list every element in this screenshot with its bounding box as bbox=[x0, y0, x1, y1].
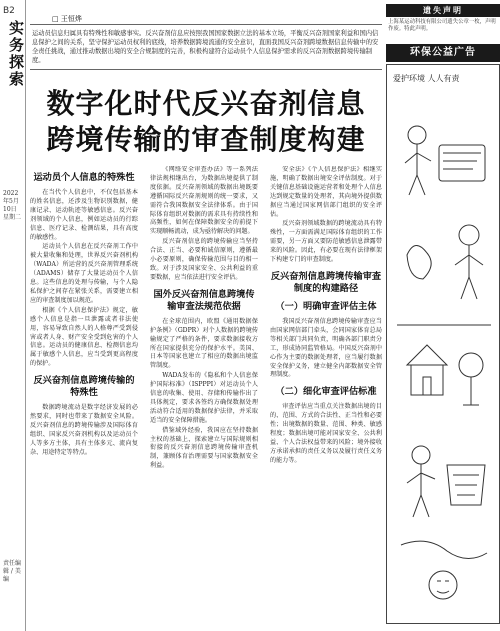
page-number: B2 bbox=[3, 6, 15, 16]
paragraph: 运动员个人信息在反兴奋剂工作中被大量收集和处理，世界反兴奋剂机构（WADA）所运营的反兴奋剂管理系统（ADAMS）储存了大量运动员个人信息。这些信息的处理与传输，与个人隐私保护之间存在紧张关系，需要建立相应的审查制度加以规范。 bbox=[30, 243, 138, 304]
paragraph: 反兴奋剂领域数据的跨境流动具有特殊性，一方面需满足国际体育组织的工作需要，另一方面又要防范敏感信息泄露带来的风险。因此，有必要在现有法律框架下构建专门的审查制度。 bbox=[270, 220, 382, 264]
article-body bbox=[30, 166, 382, 626]
notice-title: 遗失声明 bbox=[386, 4, 500, 17]
body-column-3 bbox=[270, 166, 382, 626]
section-heading: 反兴奋剂信息跨境传输审查制度的构建路径 bbox=[270, 270, 382, 294]
editor-credit: 责任编辑 / 美编 bbox=[3, 560, 22, 583]
paragraph: 借鉴域外经验，我国应在坚持数据主权的基础上，探索建立与国际规则相衔接的反兴奋剂信息跨境传输审查机制，兼顾体育治理需要与国家数据安全利益。 bbox=[150, 426, 258, 470]
section-heading: 反兴奋剂信息跨境传输的特殊性 bbox=[33, 375, 135, 399]
subsection-heading: （一）明确审查评估主体 bbox=[275, 300, 377, 312]
article-headline bbox=[30, 86, 382, 158]
notice-text: 上海某运动科技有限公司遗失公章一枚，声明作废。特此声明。 bbox=[388, 19, 496, 32]
article bbox=[30, 0, 382, 631]
cartoon-caption: 爱护环境 人人有责 bbox=[393, 74, 460, 83]
article-author: □ 王恒烨 bbox=[52, 15, 82, 23]
column-name: 实务探索 bbox=[7, 20, 25, 88]
issue-date: 2022年5月10日 星期二 bbox=[3, 190, 22, 221]
paragraph: 数据跨境流动是数字经济发展的必然要求，同时也带来了数据安全风险。反兴奋剂信息的跨境传输涉及国际体育组织、国家反兴奋剂机构以及运动员个人等多方主体，具有主体多元、流向复杂、用途特定等特点。 bbox=[30, 404, 138, 456]
headline-line-1: 数字化时代反兴奋剂信息 bbox=[46, 87, 366, 120]
paragraph: 在当代个人信息中，不仅包括基本的姓名信息，还涉及生物识别数据，健康记录、运动轨迹等敏感信息。反兴奋剂领域的个人信息，例如运动员的行踪信息、医疗记录、检测结果，具有高度的敏感性。 bbox=[30, 189, 138, 241]
paragraph: 审查评估应当重点关注数据出境的目的、范围、方式的合法性、正当性和必要性；出境数据的数量、范围、种类、敏感程度；数据出境可能对国家安全、公共利益、个人合法权益带来的风险；境外接收方承诺承担的责任义务以及履行责任义务的能力等。 bbox=[270, 403, 382, 464]
subsection-heading: （二）细化审查评估标准 bbox=[275, 386, 377, 398]
article-abstract: 运动员信息归属具有特殊性和敏感事实。反兴奋剂信息应按照我国国家数据立法的基本立场，平衡反兴奋剂国家利益和国内信息保护之间的关系，坚守保护运动员权利的底线，培养数据跨境流通的安全意识，直面我国反兴奋剂跨境数据信息传输中的安全责任挑战，通过推动数据出境的安全合规制度的完善，积极构建符合运动员个人信息保护需求的反兴奋剂数据跨境传输制度。 bbox=[30, 24, 382, 70]
body-column-1 bbox=[30, 166, 138, 626]
headline-line-2: 跨境传输的审查制度构建 bbox=[46, 123, 366, 156]
paragraph: 安全法》《个人信息保护法》相继实施，明确了数据出境安全评估制度。对于关键信息基础设施运营者和处理个人信息达到规定数量的处理者，其向境外提供数据应当通过国家网信部门组织的安全评估。 bbox=[270, 166, 382, 218]
paragraph: 《网络安全审查办法》等一系列法律法规相继出台，为数据出境提供了制度依据。反兴奋剂领域的数据出境既要遵循国际反兴奋剂规则的统一要求，又需符合我国数据安全法律体系。由于国际体育组织对数据的需求具有持续性和高频性，如何在保障数据安全的前提下实现顺畅流动，成为亟待解决的问题。 bbox=[150, 166, 258, 236]
psa-title: 环保公益广告 bbox=[386, 44, 500, 62]
section-heading: 运动员个人信息的特殊性 bbox=[33, 172, 135, 183]
paragraph: 根据《个人信息保护法》规定，敏感个人信息是指一旦泄露或者非法使用，容易导致自然人的人格尊严受到侵害或者人身、财产安全受到危害的个人信息。运动员的健康信息、检测信息均属于敏感个人信息，应当受到更高程度的保护。 bbox=[30, 306, 138, 368]
psa-cartoon bbox=[386, 64, 500, 624]
body-column-2 bbox=[150, 166, 258, 626]
section-heading: 国外反兴奋剂信息跨境传输审查法规范依据 bbox=[153, 288, 255, 312]
page-rail bbox=[0, 0, 26, 631]
paragraph: WADA发布的《隐私和个人信息保护国际标准》（ISPPPI）对运动员个人信息的收集、使用、存储和传输作出了具体规定，要求各签约方确保数据处理活动符合适用的数据保护法律，并采取适当的安全保障措施。 bbox=[150, 372, 258, 424]
paragraph: 反兴奋剂信息的跨境传输应当坚持合法、正当、必要和诚信原则，遵循最小必要原则，确保传输范围与目的相一致。对于涉及国家安全、公共利益的重要数据，应当依法进行安全评估。 bbox=[150, 238, 258, 281]
paragraph: 在全球范围内，欧盟《通用数据保护条例》（GDPR）对个人数据的跨境传输规定了严格的条件，要求数据接收方所在国家提供充分的保护水平。美国、日本等国家也建立了相应的数据出境监管制度。 bbox=[150, 317, 258, 370]
paragraph: 我国反兴奋剂信息跨境传输审查应当由国家网信部门牵头，会同国家体育总局等相关部门共同负责，明确各部门职责分工，形成协同监管格局。中国反兴奋剂中心作为主要的数据处理者，应当履行数据安全保护义务，建立健全内部数据安全管理制度。 bbox=[270, 317, 382, 379]
sidebar bbox=[386, 0, 500, 631]
cartoon-drawing-icon bbox=[387, 65, 500, 624]
